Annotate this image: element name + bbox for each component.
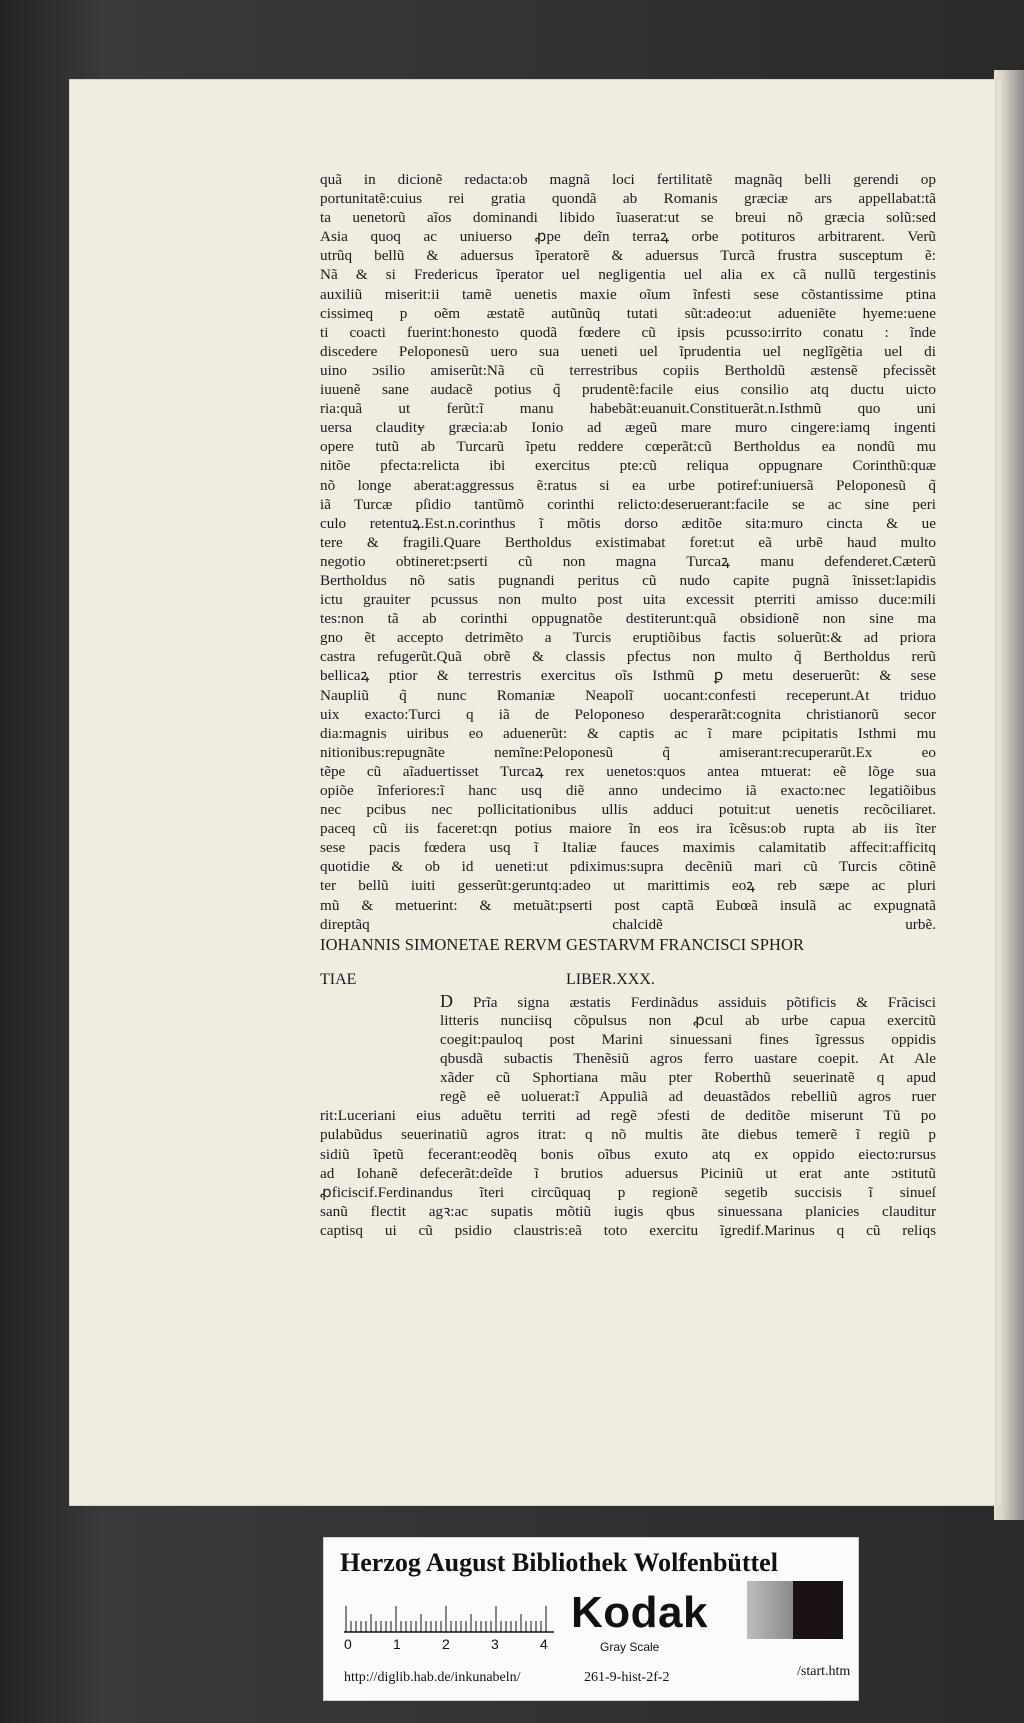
text-line: auxiliũ miserit:ii tamẽ uenetis maxie oĩum ĩnfesti sese cõstantissime ptina	[320, 285, 936, 303]
indented-paragraph	[320, 992, 936, 1107]
gray-swatch-dark	[793, 1581, 843, 1639]
text-line: uix exacto:Turci q iã de Peloponeso desperarãt:cognita christianorũ secor	[320, 705, 936, 723]
library-label-card	[323, 1537, 859, 1701]
text-line: portunitatẽ:cuius rei gratia quondã ab Romanis græciæ ars appellabat:tã	[320, 190, 936, 208]
text-line: sanũ flectit agꝛ:ac supatis mõtiũ iugis qbus sinuessana planicies clauditur	[320, 1202, 936, 1220]
text-line-content: Prĩa signa æstatis Ferdinãdus assiduis põtificis & Frãcisci	[472, 993, 936, 1011]
text-line: ictu grauiter pcussus non multo post uita excessit pterriti amisso duce:mili	[320, 591, 936, 609]
text-line: uersa clauditɏ græcia:ab Ionio ad ægeũ mare muro cingere:iamq ingenti	[320, 419, 936, 437]
text-line: iuuenẽ sane audacẽ potius q̃ prudentẽ:facile eius consilio atq ductu uicto	[320, 381, 936, 399]
ruler-number: 2	[442, 1636, 450, 1652]
ruler-number: 1	[393, 1636, 401, 1652]
text-line: quotidie & ob id ueneti:ut pdiximus:supra decẽniũ mari cũ Turcis cõtinẽ	[320, 858, 936, 876]
drop-capital: D	[440, 991, 453, 1011]
ruler-number: 0	[344, 1636, 352, 1652]
text-line: paceq cũ iis faceret:qn potius maiore ĩn eos ira ĩcẽsus:ob rupta ab iis ĩter	[320, 820, 936, 838]
text-line	[440, 992, 936, 1011]
text-line: utrũq bellũ & aduersus ĩperatorẽ & aduersus Turcã frustra susceptum ẽ:	[320, 247, 936, 265]
text-line: iã Turcæ pſidio tantũmõ corinthi relicto:deseruerant:facile se ac sine peri	[320, 495, 936, 513]
text-line: Nã & si Fredericus ĩperator uel negligentia uel alia ex cã nullũ tergestinis	[320, 266, 936, 284]
ruler-numbers	[344, 1636, 554, 1654]
text-line: tẽpe cũ aĩaduertisset Turcaꝝ rex uenetos:quos antea mtuerat: eẽ lõge sua	[320, 762, 936, 780]
heading-left: TIAE	[320, 970, 357, 988]
text-line: ta uenetorũ aĩos dominandi libido ĩuaserat:ut se breui nõ græcia solũ:sed	[320, 209, 936, 227]
shelfmark-id: 261-9-hist-2f-2	[584, 1670, 670, 1685]
text-line: uino ɔsilio amiserũt:Nã cũ terrestribus copiis Bertholdũ æstensẽ pfecissẽt	[320, 361, 936, 379]
text-line: mũ & metuerint: & metuãt:pserti post captã Eubœã insulã ac expugnatã	[320, 896, 936, 914]
text-line: rit:Luceriani eius aduẽtu territi ad regẽ ɔfesti de deditõe miserunt Tũ po	[320, 1107, 936, 1125]
text-line: xãder cũ Sphortiana mãu pter Roberthũ seuerinatẽ q apud	[440, 1069, 936, 1087]
start-link: /start.htm	[797, 1664, 851, 1679]
text-line: Naupliũ q̃ nunc Romaniæ Neapolĩ uocant:confesti receperunt.At triduo	[320, 686, 936, 704]
ruler-icon	[344, 1598, 554, 1634]
text-line: Asia quoq ac uniuerso ꝓpe deĩn terraꝝ orbe potituros arbitrarent. Verũ	[320, 228, 936, 246]
text-line: pulabũdus seuerinatiũ agros itrat: q nõ multis ãte diebus temerẽ ĩ regiũ p	[320, 1126, 936, 1144]
text-line: nitõe pfecta:relicta ibi exercitus pte:cũ reliqua oppugnare Corinthũ:quæ	[320, 457, 936, 475]
text-line: dia:magnis uiribus eo aduenerũt: & captis ac ĩ mare pcipitatis Isthmi mu	[320, 724, 936, 742]
text-line: discedere Peloponesũ uero sua ueneti uel ĩprudentia uel neglĩgẽtia uel di	[320, 342, 936, 360]
text-line: litteris nunciisq cõpulsus non ꝓcul ab urbe capua exercitũ	[440, 1011, 936, 1029]
text-line: cissimeq p oẽm æstatẽ autũnũq tutati sũt:adeo:ut adueniẽte hyeme:uene	[320, 304, 936, 322]
next-page-edge	[994, 70, 1024, 1520]
text-line: ter bellũ iuiti gesserũt:geruntq:adeo ut marittimis eoꝝ reb sæpe ac pluri	[320, 877, 936, 895]
text-line: Bertholdus nõ satis pugnandi peritus cũ nudo capite pugnã ĩnisset:lapidis	[320, 571, 936, 589]
heading-row	[320, 970, 936, 992]
ruler-number: 4	[540, 1636, 548, 1652]
text-line: captisq ui cũ psidio claustris:eã toto exercitu ĩgredif.Marinus q cũ reliqs	[320, 1221, 936, 1239]
continued-paragraph	[320, 1106, 936, 1240]
text-line: quã in dicionẽ redacta:ob magnã loci fertilitatẽ magnãq belli gerendi op	[320, 171, 936, 188]
text-line: ria:quã ut ferũt:ĩ manu habebãt:euanuit.Constituerãt.n.Isthmũ quo uni	[320, 400, 936, 418]
gray-swatch-light	[747, 1581, 793, 1639]
text-line: opere tutũ ab Turcarũ ĩpetu reddere cœperãt:cũ Bertholdus ea nondũ mu	[320, 438, 936, 456]
text-line: opiõe ĩnferiores:ĩ hanc usq diẽ anno undecimo iã exacto:nec legatiõibus	[320, 782, 936, 799]
book-number: LIBER.XXX.	[566, 970, 655, 988]
ruler-number: 3	[491, 1636, 499, 1652]
paragraph-lines	[320, 170, 936, 934]
text-line: nitionibus:repugnãte nemĩne:Peloponesũ q̃ amiserant:recuperarũt.Ex eo	[320, 743, 936, 761]
text-line: tes:non tã ab corinthi oppugnatõe destiterunt:quã obsidionẽ non sine ma	[320, 610, 936, 628]
text-line: ti coacti fuerint:honesto quodã fœdere cũ ipsis pcusso:irrito conatu : ĩnde	[320, 323, 936, 341]
text-line: qbusdã subactis Thenẽsiũ agros ferro uastare coepit. At Ale	[440, 1050, 936, 1068]
text-line: direptãq chalcidẽ urbẽ.	[320, 915, 936, 933]
text-line: regẽ eẽ uoluerat:ĩ Appuliã ad deuastãdos rebelliũ agros ruer	[440, 1088, 936, 1106]
text-line: nõ longe aberat:aggressus ẽ:ratus si ea urbe potiref:uniuersã Peloponesũ q̃	[320, 476, 936, 494]
library-name: Herzog August Bibliothek Wolfenbüttel	[340, 1548, 778, 1577]
text-line: coegit:pauloq post Marini sinuessani fines ĩgressus oppidis	[440, 1030, 936, 1048]
book-heading: IOHANNIS SIMONETAE RERVM GESTARVM FRANCISCI SPHOR	[320, 934, 805, 954]
main-text-block	[320, 170, 936, 1240]
text-line: tere & fragili.Quare Bertholdus existimabat foret:ut eã urbẽ haud multo	[320, 533, 936, 551]
gray-scale-label: Gray Scale	[600, 1640, 660, 1654]
text-line: gno ẽt accepto detrimẽto a Turcis eruptiõibus factis soluerũt:& ad priora	[320, 629, 936, 647]
text-line: culo retentuꝝ.Est.n.corinthus ĩ mõtis dorso æditõe sita:muro cincta & ue	[320, 514, 936, 532]
text-line: negotio obtineret:pserti cũ non magna Turcaꝝ manu defenderet.Cæterũ	[320, 552, 936, 570]
kodak-logo: Kodak	[571, 1588, 708, 1637]
text-line: castra refugerũt.Quã obrẽ & classis pfectus non multo q̃ Bertholdus rerũ	[320, 648, 936, 666]
digital-library-url: http://diglib.hab.de/inkunabeln/	[344, 1670, 521, 1685]
text-line: nec pcibus nec pollicitationibus ullis adduci potuit:ut uenetis recõciliaret.	[320, 801, 936, 819]
text-line: ꝓficiscif.Ferdinandus ĩteri circũquaq p regionẽ segetib succisis ĩ sinueſ	[320, 1183, 936, 1201]
text-line: bellicaꝝ ptior & terrestris exercitus oĩs Isthmũ ꝑ metu deseruerũt: & sese	[320, 667, 936, 685]
text-line: sese pacis fœdera usq ĩ Italiæ fauces maximis calamitatib affecit:afficitq	[320, 839, 936, 857]
text-line: ad Iohanẽ defecerãt:deĩde ĩ brutios aduersus Piciniũ ut erat ante ɔstitutũ	[320, 1164, 936, 1182]
text-line: sidiũ ĩpetũ fecerant:eodẽq bonis oĩbus exuto atq ex oppido eiecto:rursus	[320, 1145, 936, 1163]
